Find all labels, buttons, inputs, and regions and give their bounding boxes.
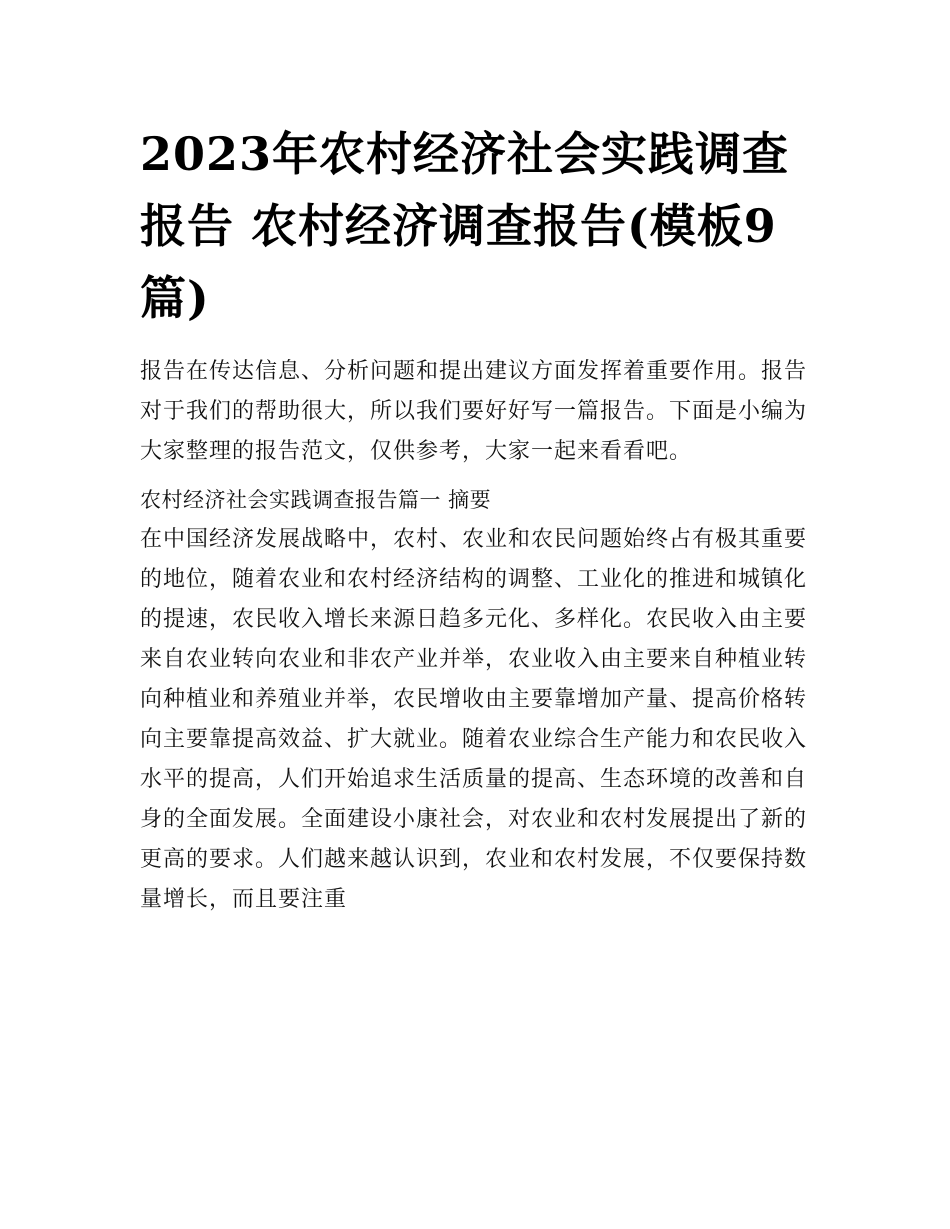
section-heading: 农村经济社会实践调查报告篇一 摘要 bbox=[140, 488, 492, 512]
intro-paragraph: 报告在传达信息、分析问题和提出建议方面发挥着重要作用。报告对于我们的帮助很大，所以我们要好好写一篇报告。下面是小编为大家整理的报告范文，仅供参考，大家一起来看看吧。 bbox=[140, 359, 808, 464]
document-title: 2023年农村经济社会实践调查报告 农村经济调查报告(模板9篇) bbox=[140, 127, 790, 325]
body-paragraph: 在中国经济发展战略中，农村、农业和农民问题始终占有极其重要的地位，随着农业和农村经济结构的调整、工业化的推进和城镇化的提速，农民收入增长来源日趋多元化、多样化。农民收入由主要来自农业转向农业和非农产业并举，农业收入由主要来自种植业转向种植业和养殖业并举，农民增收由主要靠增加产量、提高价格转向主要靠提高效益、扩大就业。随着农业综合生产能力和农民收入水平的提高，人们开始追求生活质量的提高、生态环境的改善和自身的全面发展。全面建设小康社会，对农业和农村发展提出了新的更高的要求。人们越来越认识到，农业和农村发展，不仅要保持数量增长，而且要注重 bbox=[140, 527, 808, 912]
document-page bbox=[140, 118, 812, 920]
